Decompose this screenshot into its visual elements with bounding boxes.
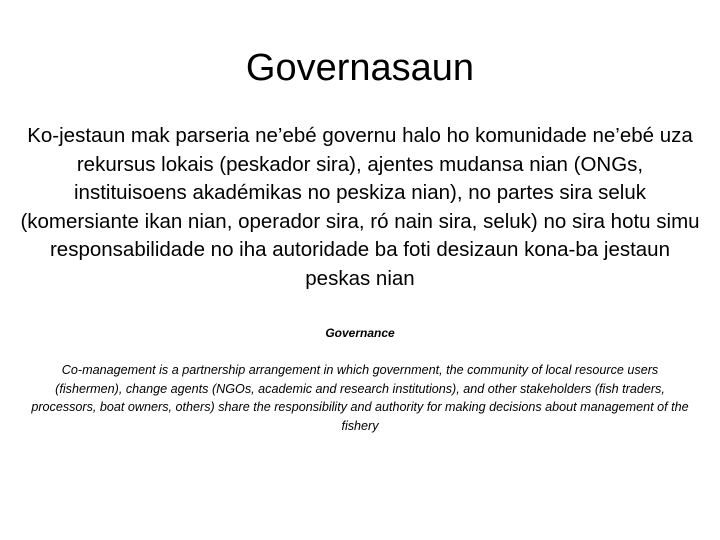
english-definition-paragraph: Co-management is a partnership arrangement in which government, the community of local resource users (fishermen), change agents (NGOs, academic and research institutions), and other stakeholders (fish traders, processors, boat owners, others) share the responsibility and authority for making decisions about management of the fishery: [31, 363, 689, 433]
english-subheading: Governance: [325, 326, 395, 340]
slide-title: Governasaun: [245, 47, 475, 89]
tetum-definition-paragraph: Ko-jestaun mak parseria ne’ebé governu halo ho komunidade ne’ebé uza rekursus lokais (peskador sira), ajentes mudansa nian (ONGs, instituisoens akadémikas no peskiza nian), no partes sira seluk (komersiante ikan nian, operador sira, ró nain sira, seluk) no sira hotu simu responsabilidade no iha autoridade ba foti desizaun kona-ba jestaun peskas nian: [20, 124, 700, 290]
